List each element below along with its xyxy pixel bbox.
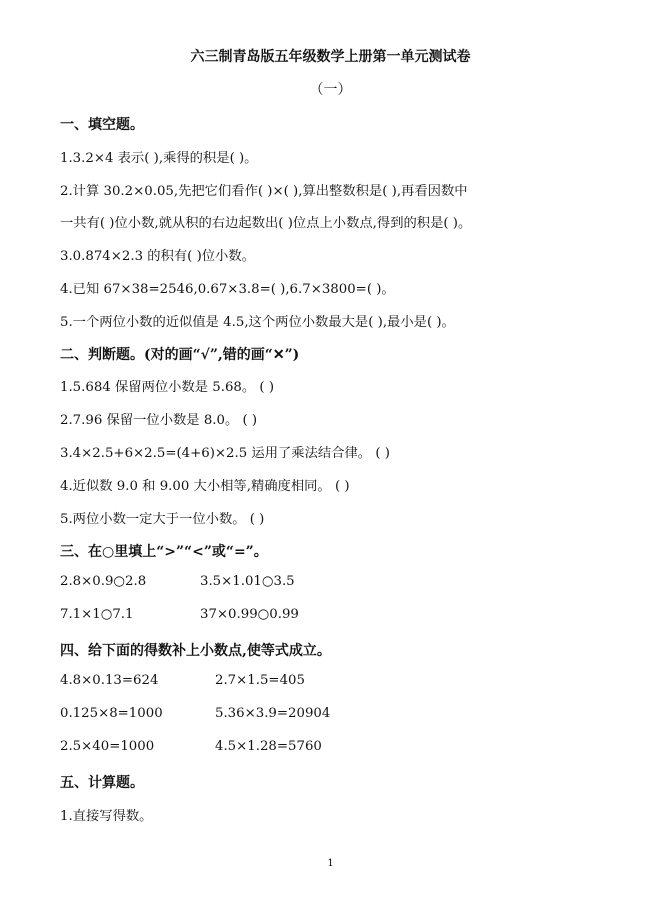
s1-question-4: 4.已知 67×38=2546,0.67×3.8=( ),6.7×3800=( )。 bbox=[60, 282, 395, 297]
s4-equation-2: 2.7×1.5=405 bbox=[215, 673, 305, 688]
s1-question-3: 3.0.874×2.3 的积有( )位小数。 bbox=[60, 249, 255, 264]
s1-question-5: 5.一个两位小数的近似值是 4.5,这个两位小数最大是( ),最小是( )。 bbox=[60, 315, 455, 330]
page-title: 六三制青岛版五年级数学上册第一单元测试卷 bbox=[190, 49, 471, 65]
s1-question-2-line-2: 一共有( )位小数,就从积的右边起数出( )位点上小数点,得到的积是( )。 bbox=[60, 216, 472, 231]
s2-question-2: 2.7.96 保留一位小数是 8.0。 ( ) bbox=[60, 413, 258, 428]
s3-compare-1: 2.8×0.9○2.8 bbox=[60, 574, 147, 589]
section-2-heading: 二、判断题。(对的画“√”,错的画“✕”) bbox=[60, 347, 300, 363]
s3-compare-4: 37×0.99○0.99 bbox=[200, 607, 299, 622]
s3-compare-2: 3.5×1.01○3.5 bbox=[200, 574, 295, 589]
section-3-heading: 三、在○里填上“>”“<”或“=”。 bbox=[60, 544, 268, 560]
s4-equation-1: 4.8×0.13=624 bbox=[60, 673, 159, 688]
s4-equation-5: 2.5×40=1000 bbox=[60, 739, 155, 754]
page-number: 1 bbox=[327, 858, 334, 869]
s2-question-1: 1.5.684 保留两位小数是 5.68。 ( ) bbox=[60, 380, 275, 395]
s5-question-1: 1.直接写得数。 bbox=[60, 809, 153, 824]
s3-compare-3: 7.1×1○7.1 bbox=[60, 607, 134, 622]
page-subtitle: （一） bbox=[309, 82, 352, 98]
s1-question-2-line-1: 2.计算 30.2×0.05,先把它们看作( )×( ),算出整数积是( ),再看因数中 bbox=[60, 184, 468, 199]
s2-question-4: 4.近似数 9.0 和 9.00 大小相等,精确度相同。 ( ) bbox=[60, 479, 350, 494]
s4-equation-6: 4.5×1.28=5760 bbox=[215, 739, 322, 754]
section-4-heading: 四、给下面的得数补上小数点,使等式成立。 bbox=[60, 643, 331, 659]
s1-question-1: 1.3.2×4 表示( ),乘得的积是( )。 bbox=[60, 151, 258, 166]
section-5-heading: 五、计算题。 bbox=[60, 775, 144, 791]
s4-equation-3: 0.125×8=1000 bbox=[60, 706, 163, 721]
s4-equation-4: 5.36×3.9=20904 bbox=[215, 706, 331, 721]
s2-question-5: 5.两位小数一定大于一位小数。 ( ) bbox=[60, 512, 265, 527]
s2-question-3: 3.4×2.5+6×2.5=(4+6)×2.5 运用了乘法结合律。 ( ) bbox=[60, 446, 390, 461]
section-1-heading: 一、填空题。 bbox=[60, 117, 144, 133]
